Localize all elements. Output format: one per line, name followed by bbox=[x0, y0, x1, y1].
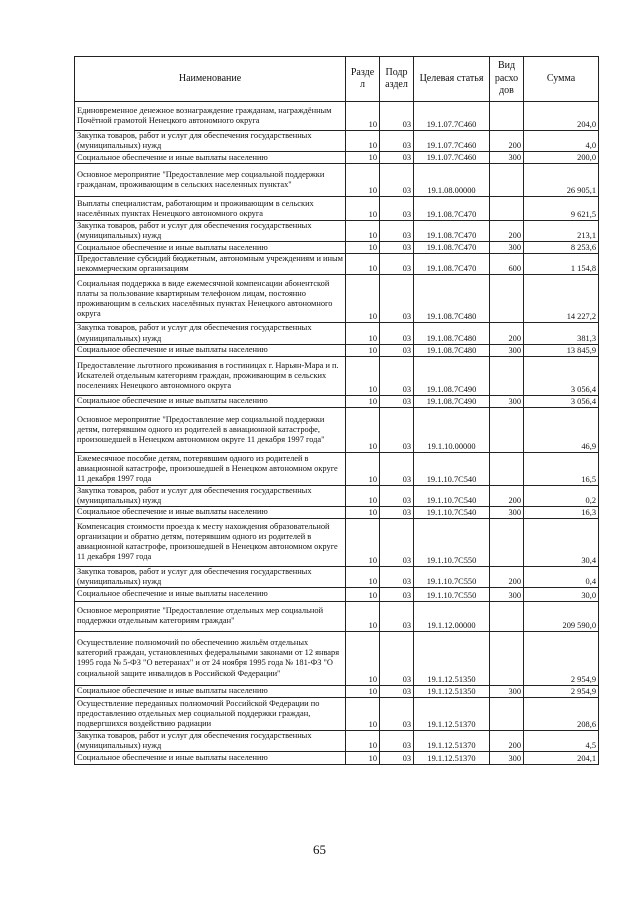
row-sum: 4,5 bbox=[524, 730, 599, 751]
row-razdel: 10 bbox=[346, 518, 380, 566]
row-podrazdel: 03 bbox=[380, 152, 414, 164]
row-target: 19.1.08.7С470 bbox=[414, 254, 490, 275]
row-razdel: 10 bbox=[346, 102, 380, 131]
row-name: Закупка товаров, работ и услуг для обеспечения государственных (муниципальных) нужд bbox=[75, 221, 346, 242]
row-razdel: 10 bbox=[346, 587, 380, 601]
row-name: Единовременное денежное вознаграждение гражданам, награждённым Почётной грамотой Ненецкого автономного округа bbox=[75, 102, 346, 131]
header-vid: Вид расхо дов bbox=[490, 57, 524, 102]
row-razdel: 10 bbox=[346, 730, 380, 751]
row-vid bbox=[490, 164, 524, 197]
table-row bbox=[75, 452, 599, 485]
table-row bbox=[75, 601, 599, 631]
row-podrazdel: 03 bbox=[380, 407, 414, 452]
row-target: 19.1.10.7С540 bbox=[414, 506, 490, 518]
row-podrazdel: 03 bbox=[380, 131, 414, 152]
row-sum: 3 056,4 bbox=[524, 395, 599, 407]
row-sum: 16,5 bbox=[524, 452, 599, 485]
row-vid: 300 bbox=[490, 752, 524, 765]
row-target: 19.1.08.7С480 bbox=[414, 344, 490, 356]
table-row bbox=[75, 697, 599, 730]
row-vid: 300 bbox=[490, 587, 524, 601]
row-podrazdel: 03 bbox=[380, 566, 414, 587]
row-vid bbox=[490, 631, 524, 685]
row-podrazdel: 03 bbox=[380, 254, 414, 275]
row-target: 19.1.08.7С470 bbox=[414, 242, 490, 254]
row-target: 19.1.08.7С490 bbox=[414, 356, 490, 395]
row-target: 19.1.08.7С490 bbox=[414, 395, 490, 407]
row-name: Основное мероприятие "Предоставление мер социальной поддержки детям, потерявшим одного из родителей в авиационной катастрофе, произошедшей в Ненецком автономном округе 11 декабря 1997 года" bbox=[75, 407, 346, 452]
table-row bbox=[75, 197, 599, 221]
row-target: 19.1.12.51350 bbox=[414, 631, 490, 685]
row-sum: 209 590,0 bbox=[524, 601, 599, 631]
table-row bbox=[75, 566, 599, 587]
row-vid: 200 bbox=[490, 131, 524, 152]
row-name: Закупка товаров, работ и услуг для обеспечения государственных (муниципальных) нужд bbox=[75, 323, 346, 344]
row-podrazdel: 03 bbox=[380, 631, 414, 685]
row-name: Закупка товаров, работ и услуг для обеспечения государственных (муниципальных) нужд bbox=[75, 566, 346, 587]
row-razdel: 10 bbox=[346, 506, 380, 518]
row-vid: 300 bbox=[490, 344, 524, 356]
header-name: Наименование bbox=[75, 57, 346, 102]
table-row bbox=[75, 344, 599, 356]
row-target: 19.1.08.7С480 bbox=[414, 275, 490, 323]
row-name: Осуществление переданных полномочий Российской Федерации по предоставлению отдельных мер социальной поддержки граждан, подвергшихся воздействию радиации bbox=[75, 697, 346, 730]
row-name: Компенсация стоимости проезда к месту нахождения образовательной организации и обратно детям, потерявшим одного из родителей в авиационной катастрофе, произошедшей в Ненецком автономном округе 11 декабря 1997 года bbox=[75, 518, 346, 566]
row-razdel: 10 bbox=[346, 275, 380, 323]
row-razdel: 10 bbox=[346, 452, 380, 485]
header-target: Целевая статья bbox=[414, 57, 490, 102]
row-sum: 46,9 bbox=[524, 407, 599, 452]
table-row bbox=[75, 518, 599, 566]
table-row bbox=[75, 152, 599, 164]
row-podrazdel: 03 bbox=[380, 506, 414, 518]
row-podrazdel: 03 bbox=[380, 344, 414, 356]
row-podrazdel: 03 bbox=[380, 323, 414, 344]
row-name: Социальное обеспечение и иные выплаты населению bbox=[75, 395, 346, 407]
page-number: 65 bbox=[313, 842, 326, 857]
table-row bbox=[75, 587, 599, 601]
row-podrazdel: 03 bbox=[380, 685, 414, 697]
row-sum: 208,6 bbox=[524, 697, 599, 730]
row-podrazdel: 03 bbox=[380, 395, 414, 407]
row-sum: 0,2 bbox=[524, 485, 599, 506]
row-sum: 14 227,2 bbox=[524, 275, 599, 323]
header-podrazdel: Подр аздел bbox=[380, 57, 414, 102]
budget-table bbox=[74, 56, 599, 765]
row-target: 19.1.12.51370 bbox=[414, 730, 490, 751]
row-razdel: 10 bbox=[346, 197, 380, 221]
row-target: 19.1.10.00000 bbox=[414, 407, 490, 452]
row-sum: 2 954,9 bbox=[524, 685, 599, 697]
table-row bbox=[75, 485, 599, 506]
table-row bbox=[75, 323, 599, 344]
table-row bbox=[75, 407, 599, 452]
row-razdel: 10 bbox=[346, 566, 380, 587]
row-sum: 30,4 bbox=[524, 518, 599, 566]
table-header bbox=[75, 57, 599, 102]
row-podrazdel: 03 bbox=[380, 485, 414, 506]
row-sum: 1 154,8 bbox=[524, 254, 599, 275]
row-podrazdel: 03 bbox=[380, 587, 414, 601]
row-razdel: 10 bbox=[346, 164, 380, 197]
row-target: 19.1.12.51350 bbox=[414, 685, 490, 697]
header-sum: Сумма bbox=[524, 57, 599, 102]
row-sum: 381,3 bbox=[524, 323, 599, 344]
row-vid: 300 bbox=[490, 242, 524, 254]
row-target: 19.1.08.7С480 bbox=[414, 323, 490, 344]
row-vid: 300 bbox=[490, 395, 524, 407]
row-razdel: 10 bbox=[346, 131, 380, 152]
table-row bbox=[75, 164, 599, 197]
row-name: Осуществление полномочий по обеспечению жильём отдельных категорий граждан, установленных федеральными законами от 12 января 1995 года № 5-ФЗ "О ветеранах" и от 24 ноября 1995 года № 181-ФЗ "О социальной защите инвалидов в Российской Федерации" bbox=[75, 631, 346, 685]
row-vid bbox=[490, 275, 524, 323]
row-razdel: 10 bbox=[346, 152, 380, 164]
row-podrazdel: 03 bbox=[380, 518, 414, 566]
row-name: Социальное обеспечение и иные выплаты населению bbox=[75, 587, 346, 601]
row-vid bbox=[490, 697, 524, 730]
table-row bbox=[75, 221, 599, 242]
row-razdel: 10 bbox=[346, 221, 380, 242]
row-podrazdel: 03 bbox=[380, 356, 414, 395]
row-podrazdel: 03 bbox=[380, 221, 414, 242]
row-name: Социальное обеспечение и иные выплаты населению bbox=[75, 752, 346, 765]
row-razdel: 10 bbox=[346, 631, 380, 685]
row-name: Предоставление субсидий бюджетным, автономным учреждениям и иным некоммерческим организациям bbox=[75, 254, 346, 275]
row-razdel: 10 bbox=[346, 356, 380, 395]
row-sum: 3 056,4 bbox=[524, 356, 599, 395]
table-row bbox=[75, 275, 599, 323]
row-target: 19.1.10.7С550 bbox=[414, 518, 490, 566]
row-razdel: 10 bbox=[346, 242, 380, 254]
row-podrazdel: 03 bbox=[380, 730, 414, 751]
row-razdel: 10 bbox=[346, 344, 380, 356]
row-vid bbox=[490, 518, 524, 566]
row-sum: 4,0 bbox=[524, 131, 599, 152]
row-target: 19.1.08.7С470 bbox=[414, 197, 490, 221]
row-razdel: 10 bbox=[346, 685, 380, 697]
row-podrazdel: 03 bbox=[380, 601, 414, 631]
row-vid: 600 bbox=[490, 254, 524, 275]
row-name: Выплаты специалистам, работающим и проживающим в сельских населённых пунктах Ненецкого автономного округа bbox=[75, 197, 346, 221]
row-name: Социальное обеспечение и иные выплаты населению bbox=[75, 152, 346, 164]
row-vid bbox=[490, 102, 524, 131]
row-podrazdel: 03 bbox=[380, 164, 414, 197]
row-podrazdel: 03 bbox=[380, 697, 414, 730]
header-row bbox=[75, 57, 599, 102]
table-row bbox=[75, 752, 599, 765]
row-vid bbox=[490, 601, 524, 631]
row-name: Предоставление льготного проживания в гостиницах г. Нарьян-Мара и п. Искателей отдельным категориям граждан, проживающим в сельских поселениях Ненецкого автономного округа bbox=[75, 356, 346, 395]
row-sum: 30,0 bbox=[524, 587, 599, 601]
row-target: 19.1.08.00000 bbox=[414, 164, 490, 197]
row-name: Закупка товаров, работ и услуг для обеспечения государственных (муниципальных) нужд bbox=[75, 131, 346, 152]
table-row bbox=[75, 730, 599, 751]
row-vid: 200 bbox=[490, 323, 524, 344]
row-sum: 9 621,5 bbox=[524, 197, 599, 221]
row-vid bbox=[490, 452, 524, 485]
row-sum: 0,4 bbox=[524, 566, 599, 587]
row-name: Ежемесячное пособие детям, потерявшим одного из родителей в авиационной катастрофе, произошедшей в Ненецком автономном округе 11 декабря 1997 года bbox=[75, 452, 346, 485]
row-vid bbox=[490, 356, 524, 395]
row-sum: 16,3 bbox=[524, 506, 599, 518]
row-target: 19.1.08.7С470 bbox=[414, 221, 490, 242]
row-name: Социальное обеспечение и иные выплаты населению bbox=[75, 344, 346, 356]
table-row bbox=[75, 131, 599, 152]
row-razdel: 10 bbox=[346, 395, 380, 407]
row-podrazdel: 03 bbox=[380, 452, 414, 485]
row-vid: 200 bbox=[490, 566, 524, 587]
row-name: Социальное обеспечение и иные выплаты населению bbox=[75, 242, 346, 254]
table-row bbox=[75, 685, 599, 697]
row-target: 19.1.12.51370 bbox=[414, 752, 490, 765]
row-vid bbox=[490, 197, 524, 221]
row-target: 19.1.10.7С540 bbox=[414, 485, 490, 506]
row-podrazdel: 03 bbox=[380, 275, 414, 323]
row-name: Основное мероприятие "Предоставление отдельных мер социальной поддержки отдельным категориям граждан" bbox=[75, 601, 346, 631]
row-name: Закупка товаров, работ и услуг для обеспечения государственных (муниципальных) нужд bbox=[75, 485, 346, 506]
row-vid: 200 bbox=[490, 221, 524, 242]
row-vid: 300 bbox=[490, 506, 524, 518]
row-vid: 300 bbox=[490, 685, 524, 697]
table-row bbox=[75, 395, 599, 407]
row-target: 19.1.12.51370 bbox=[414, 697, 490, 730]
table-row bbox=[75, 242, 599, 254]
row-razdel: 10 bbox=[346, 485, 380, 506]
row-target: 19.1.12.00000 bbox=[414, 601, 490, 631]
row-podrazdel: 03 bbox=[380, 242, 414, 254]
row-name: Основное мероприятие "Предоставление мер социальной поддержки гражданам, проживающим в сельских населенных пунктах" bbox=[75, 164, 346, 197]
row-sum: 204,0 bbox=[524, 102, 599, 131]
row-podrazdel: 03 bbox=[380, 197, 414, 221]
row-sum: 8 253,6 bbox=[524, 242, 599, 254]
row-vid: 200 bbox=[490, 485, 524, 506]
row-target: 19.1.10.7С550 bbox=[414, 587, 490, 601]
table-row bbox=[75, 102, 599, 131]
row-vid: 200 bbox=[490, 730, 524, 751]
row-razdel: 10 bbox=[346, 752, 380, 765]
row-sum: 2 954,9 bbox=[524, 631, 599, 685]
row-target: 19.1.10.7С540 bbox=[414, 452, 490, 485]
header-razdel: Разде л bbox=[346, 57, 380, 102]
row-target: 19.1.10.7С550 bbox=[414, 566, 490, 587]
row-razdel: 10 bbox=[346, 254, 380, 275]
row-target: 19.1.07.7С460 bbox=[414, 102, 490, 131]
row-razdel: 10 bbox=[346, 601, 380, 631]
row-name: Закупка товаров, работ и услуг для обеспечения государственных (муниципальных) нужд bbox=[75, 730, 346, 751]
table-row bbox=[75, 631, 599, 685]
row-podrazdel: 03 bbox=[380, 752, 414, 765]
row-target: 19.1.07.7С460 bbox=[414, 131, 490, 152]
row-sum: 200,0 bbox=[524, 152, 599, 164]
row-name: Социальное обеспечение и иные выплаты населению bbox=[75, 685, 346, 697]
row-name: Социальная поддержка в виде ежемесячной компенсации абонентской платы за пользование квартирным телефоном лицам, постоянно проживающим в сельских населённых пунктах Ненецкого автономного округа bbox=[75, 275, 346, 323]
row-sum: 213,1 bbox=[524, 221, 599, 242]
row-sum: 13 845,9 bbox=[524, 344, 599, 356]
row-name: Социальное обеспечение и иные выплаты населению bbox=[75, 506, 346, 518]
row-vid bbox=[490, 407, 524, 452]
row-vid: 300 bbox=[490, 152, 524, 164]
row-sum: 204,1 bbox=[524, 752, 599, 765]
row-podrazdel: 03 bbox=[380, 102, 414, 131]
row-razdel: 10 bbox=[346, 697, 380, 730]
row-sum: 26 905,1 bbox=[524, 164, 599, 197]
row-razdel: 10 bbox=[346, 323, 380, 344]
table-row bbox=[75, 356, 599, 395]
table-row bbox=[75, 506, 599, 518]
row-target: 19.1.07.7С460 bbox=[414, 152, 490, 164]
row-razdel: 10 bbox=[346, 407, 380, 452]
table-body bbox=[75, 102, 599, 765]
table-row bbox=[75, 254, 599, 275]
